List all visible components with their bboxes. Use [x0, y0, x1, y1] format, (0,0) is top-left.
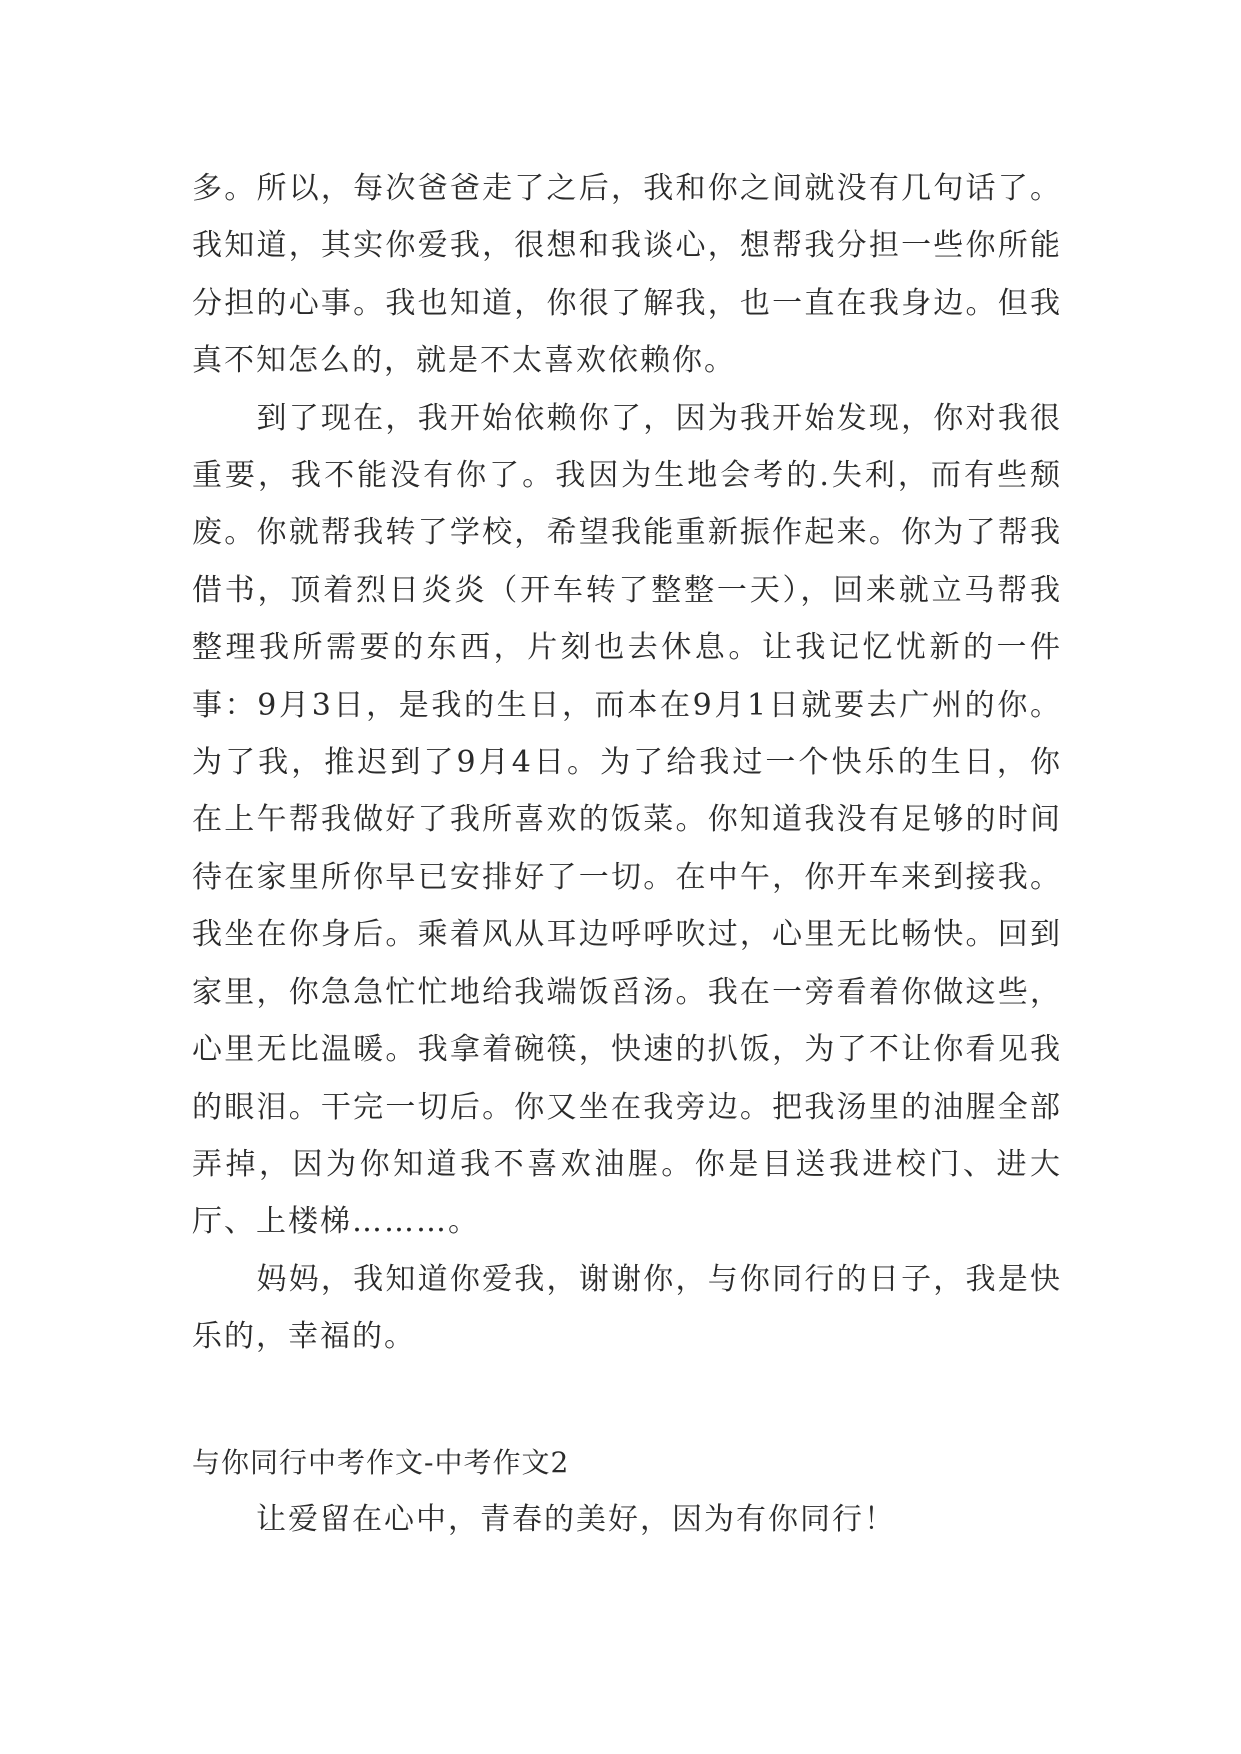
- section-title: 与你同行中考作文-中考作文2: [192, 1445, 570, 1479]
- paragraph-3: 妈妈，我知道你爱我，谢谢你，与你同行的日子，我是快乐的，幸福的。: [192, 1261, 1062, 1355]
- paragraph-1: 多。所以，每次爸爸走了之后，我和你之间就没有几句话了。我知道，其实你爱我，很想和我谈心，想帮我分担一些你所能分担的心事。我也知道，你很了解我，也一直在我身边。但我真不知怎么的，就是不太喜欢依赖你。: [192, 171, 1062, 379]
- section-paragraph-1: 让爱留在心中，青春的美好，因为有你同行！: [192, 1501, 896, 1537]
- document-body: [192, 160, 1062, 1548]
- paragraph-2: 到了现在，我开始依赖你了，因为我开始发现，你对我很重要，我不能没有你了。我因为生地会考的.失利，而有些颓废。你就帮我转了学校，希望我能重新振作起来。你为了帮我借书，顶着烈日炎炎（开车转了整整一天），回来就立马帮我整理我所需要的东西，片刻也去休息。让我记忆忧新的一件事：9月3日，是我的生日，而本在9月1日就要去广州的你。为了我，推迟到了9月4日。为了给我过一个快乐的生日，你在上午帮我做好了我所喜欢的饭菜。你知道我没有足够的时间待在家里所你早已安排好了一切。在中午，你开车来到接我。我坐在你身后。乘着风从耳边呼呼吹过，心里无比畅快。回到家里，你急急忙忙地给我端饭舀汤。我在一旁看着你做这些，心里无比温暖。我拿着碗筷，快速的扒饭，为了不让你看见我的眼泪。干完一切后。你又坐在我旁边。把我汤里的油腥全部弄掉，因为你知道我不喜欢油腥。你是目送我进校门、进大厅、上楼梯………。: [192, 400, 1062, 1240]
